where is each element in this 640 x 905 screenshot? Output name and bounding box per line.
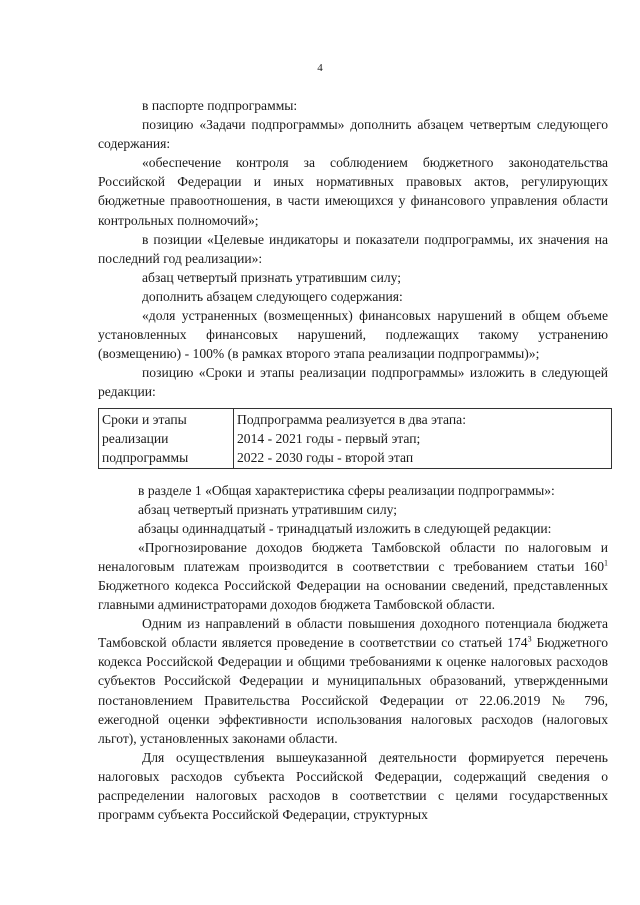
table-value-line: 2022 - 2030 годы - второй этап (237, 449, 414, 465)
superscript: 1 (604, 558, 608, 568)
paragraph: Для осуществления вышеуказанной деятельности формируется перечень налоговых расходов субъекта Российской Федерации, содержащий сведения о распределении налоговых расходов в соответствии с целями государственных программ субъекта Российской Федерации, структурных (98, 749, 608, 823)
paragraph-text: Бюджетного кодекса Российской Федерации на основании сведений, представленных главными администраторами доходов бюджета Тамбовской области. (98, 577, 608, 613)
table-label-cell (99, 408, 234, 468)
paragraph: абзац четвертый признать утратившим силу; (138, 501, 398, 517)
table-row (99, 408, 612, 468)
paragraph-text: «Прогнозирование доходов бюджета Тамбовской области по налоговым и неналоговым платежам производится в соответствии с требованием статьи 160 (98, 539, 608, 574)
paragraph: в разделе 1 «Общая характеристика сферы реализации подпрограммы»: (138, 482, 555, 498)
terms-table (98, 408, 612, 469)
paragraph: абзац четвертый признать утратившим силу; (142, 269, 402, 285)
paragraph: дополнить абзацем следующего содержания: (142, 288, 403, 304)
table-label-line: реализации (102, 430, 169, 446)
paragraph: позицию «Задачи подпрограммы» дополнить абзацем четвертым следующего содержания: (98, 117, 608, 152)
superscript: 3 (527, 634, 532, 644)
paragraph: в паспорте подпрограммы: (142, 98, 298, 113)
paragraph: позицию «Сроки и этапы реализации подпрограммы» изложить в следующей редакции: (98, 365, 608, 400)
paragraph (98, 614, 608, 748)
page-number: 4 (317, 62, 323, 74)
table-value-line: 2014 - 2021 годы - первый этап; (237, 430, 421, 446)
paragraph-text: Бюджетного кодекса Российской Федерации и общими требованиями к оценке налоговых расходов субъектов Российской Федерации и муниципальных образований, утвержденными постановлением Правительства Российской Федерации от 22.06.2019 № 796, ежегодной оценки эффективности использования налоговых расходов (налоговых льгот), установленных законами области. (98, 635, 608, 746)
table-label-line: подпрограммы (102, 449, 189, 465)
table-value-cell (234, 408, 612, 468)
paragraph-text: Одним из направлений в области повышения доходного потенциала бюджета Тамбовской области является проведение в соответствии со статьей 174 (98, 616, 608, 651)
document-body (98, 96, 608, 824)
paragraph: абзацы одиннадцатый - тринадцатый изложить в следующей редакции: (138, 520, 552, 536)
paragraph: «обеспечение контроля за соблюдением бюджетного законодательства Российской Федерации и иных нормативных правовых актов, регулирующих бюджетные правоотношения, в части имеющихся у финансового управления области контрольных полномочий»; (98, 155, 608, 228)
paragraph: «доля устраненных (возмещенных) финансовых нарушений в общем объеме установленных финансовых нарушений, подлежащих такому устранению (возмещению) - 100% (в рамках второго этапа реализации подпрограммы)»; (98, 308, 608, 362)
table-value-line: Подпрограмма реализуется в два этапа: (237, 411, 466, 427)
table-label-line: Сроки и этапы (102, 411, 187, 427)
paragraph: в позиции «Целевые индикаторы и показатели подпрограммы, их значения на последний год реализации»: (98, 231, 608, 266)
paragraph (98, 538, 608, 614)
